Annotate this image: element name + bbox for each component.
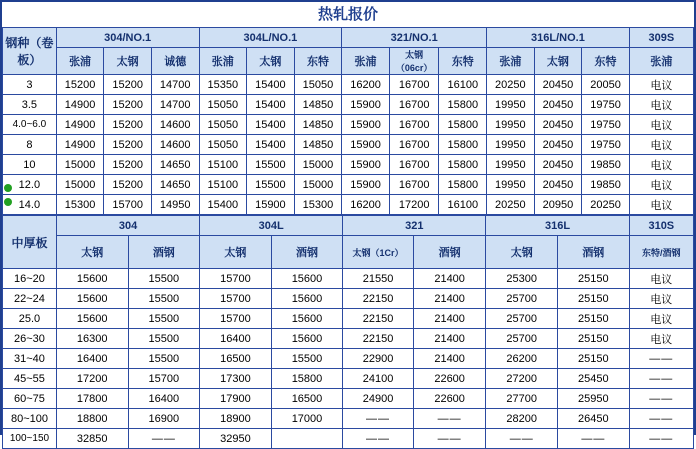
price-cell: —— <box>413 409 486 429</box>
row-spec: 14.0 <box>3 195 57 215</box>
group-header-plate-304l: 304L <box>200 216 343 236</box>
page-title: 热轧报价 <box>2 2 694 27</box>
price-cell: 19950 <box>487 115 535 135</box>
price-cell: 14900 <box>56 135 104 155</box>
price-cell: —— <box>343 429 414 449</box>
price-cell: 15600 <box>271 309 343 329</box>
price-cell: —— <box>629 369 693 389</box>
price-cell: 15500 <box>128 349 200 369</box>
row-spec: 22~24 <box>3 289 57 309</box>
table-group-header-row <box>3 216 694 236</box>
row-spec: 45~55 <box>3 369 57 389</box>
price-cell: 27700 <box>486 389 558 409</box>
price-cell: 电议 <box>629 155 693 175</box>
price-cell: 15600 <box>56 289 128 309</box>
price-cell: 21400 <box>413 309 486 329</box>
price-cell: 16100 <box>439 195 487 215</box>
col-plate-316l-jiugang: 酒钢 <box>558 236 630 269</box>
price-cell: 15200 <box>104 75 152 95</box>
price-cell: 14850 <box>294 135 342 155</box>
price-cell: 16200 <box>342 75 390 95</box>
col-plate-310s-dongte-jiugang: 东特/酒钢 <box>629 236 693 269</box>
row-spec: 12.0 <box>3 175 57 195</box>
price-cell: 14700 <box>151 95 199 115</box>
price-cell: 电议 <box>629 95 693 115</box>
col-plate-304-jiugang: 酒钢 <box>128 236 200 269</box>
price-cell <box>271 429 343 449</box>
price-cell: 15600 <box>271 269 343 289</box>
group-header-316l: 316L/NO.1 <box>487 28 630 48</box>
price-cell: 18800 <box>56 409 128 429</box>
price-cell: —— <box>558 429 630 449</box>
price-cell: 15400 <box>247 135 295 155</box>
price-cell: 15500 <box>128 309 200 329</box>
price-cell: 14600 <box>151 135 199 155</box>
price-cell: 16900 <box>128 409 200 429</box>
table-row <box>3 115 694 135</box>
price-cell: 20050 <box>582 75 630 95</box>
col-plate-304l-taigang: 太钢 <box>200 236 272 269</box>
price-cell: 14700 <box>151 75 199 95</box>
col-304-zhangpu: 张浦 <box>56 48 104 75</box>
col-316l-dongte: 东特 <box>582 48 630 75</box>
price-cell: 15700 <box>200 269 272 289</box>
price-cell: 16700 <box>389 175 439 195</box>
price-cell: 15300 <box>294 195 342 215</box>
price-cell: —— <box>486 429 558 449</box>
group-header-304l: 304L/NO.1 <box>199 28 342 48</box>
price-cell: 19950 <box>487 135 535 155</box>
price-cell: 20450 <box>534 175 582 195</box>
price-cell: —— <box>343 409 414 429</box>
price-cell: 25700 <box>486 329 558 349</box>
price-cell: 15900 <box>342 95 390 115</box>
price-cell: 15400 <box>199 195 247 215</box>
price-cell: 15200 <box>104 155 152 175</box>
price-cell: 27200 <box>486 369 558 389</box>
price-cell: 32950 <box>200 429 272 449</box>
price-cell: 20950 <box>534 195 582 215</box>
price-cell: 22600 <box>413 389 486 409</box>
price-cell: 15900 <box>342 155 390 175</box>
row-spec: 10 <box>3 155 57 175</box>
price-cell: 15800 <box>271 369 343 389</box>
price-cell: 15500 <box>247 175 295 195</box>
table-row <box>3 329 694 349</box>
price-cell: 15300 <box>56 195 104 215</box>
col-304l-taigang: 太钢 <box>247 48 295 75</box>
price-cell: 15800 <box>439 175 487 195</box>
price-cell: 15100 <box>199 155 247 175</box>
row-spec: 3.5 <box>3 95 57 115</box>
price-cell: 15800 <box>439 155 487 175</box>
corner-label-steel-type: 钢种（卷板） <box>3 28 57 75</box>
price-cell: 17200 <box>389 195 439 215</box>
table-row <box>3 175 694 195</box>
table-row <box>3 95 694 115</box>
price-cell: 21400 <box>413 269 486 289</box>
table-column-header-row <box>3 48 694 75</box>
col-321-dongte: 东特 <box>439 48 487 75</box>
price-cell: 16400 <box>128 389 200 409</box>
price-cell: 电议 <box>629 329 693 349</box>
row-spec: 4.0~6.0 <box>3 115 57 135</box>
price-cell: 15900 <box>342 135 390 155</box>
price-cell: 20250 <box>487 195 535 215</box>
price-cell: 电议 <box>629 289 693 309</box>
table-row <box>3 389 694 409</box>
price-cell: 15800 <box>439 115 487 135</box>
table-row <box>3 349 694 369</box>
price-cell: —— <box>629 429 693 449</box>
price-cell: 14850 <box>294 95 342 115</box>
price-cell: 15600 <box>56 269 128 289</box>
price-cell: 25300 <box>486 269 558 289</box>
price-cell: 15800 <box>439 95 487 115</box>
price-cell: 16700 <box>389 75 439 95</box>
price-cell: 20450 <box>534 75 582 95</box>
price-cell: 电议 <box>629 269 693 289</box>
row-spec: 8 <box>3 135 57 155</box>
price-cell: 20450 <box>534 155 582 175</box>
price-cell: 22150 <box>343 289 414 309</box>
group-header-309s: 309S <box>629 28 693 48</box>
row-spec: 16~20 <box>3 269 57 289</box>
group-header-plate-321: 321 <box>343 216 486 236</box>
table-row <box>3 195 694 215</box>
price-cell: 17200 <box>56 369 128 389</box>
price-cell: 16700 <box>389 95 439 115</box>
col-304-taigang: 太钢 <box>104 48 152 75</box>
price-cell: 15400 <box>247 75 295 95</box>
price-cell: 22900 <box>343 349 414 369</box>
price-cell: 15200 <box>56 75 104 95</box>
price-cell: 20450 <box>534 135 582 155</box>
price-cell: 15600 <box>271 329 343 349</box>
table-row <box>3 289 694 309</box>
price-cell: 16100 <box>439 75 487 95</box>
price-cell: —— <box>629 409 693 429</box>
price-cell: —— <box>629 389 693 409</box>
price-cell: 15600 <box>271 289 343 309</box>
price-cell: 16500 <box>271 389 343 409</box>
price-cell: 19750 <box>582 115 630 135</box>
price-cell: 25150 <box>558 269 630 289</box>
price-cell: 15900 <box>342 115 390 135</box>
price-cell: 15000 <box>56 175 104 195</box>
price-cell: 25150 <box>558 289 630 309</box>
price-cell: 14650 <box>151 155 199 175</box>
price-cell: 25700 <box>486 309 558 329</box>
col-plate-321-taigang: 太钢（1Cr） <box>343 236 414 269</box>
price-cell: 20450 <box>534 95 582 115</box>
col-304l-dongte: 东特 <box>294 48 342 75</box>
group-header-plate-310s: 310S <box>629 216 693 236</box>
price-cell: 15500 <box>247 155 295 175</box>
price-cell: 17900 <box>200 389 272 409</box>
price-cell: 15900 <box>342 175 390 195</box>
col-plate-304l-jiugang: 酒钢 <box>271 236 343 269</box>
group-header-plate-304: 304 <box>56 216 199 236</box>
price-cell: 25950 <box>558 389 630 409</box>
table-row <box>3 269 694 289</box>
price-cell: 25150 <box>558 349 630 369</box>
price-cell: 25150 <box>558 329 630 349</box>
col-plate-321-jiugang: 酒钢 <box>413 236 486 269</box>
price-cell: 19850 <box>582 175 630 195</box>
price-cell: 19950 <box>487 175 535 195</box>
price-cell: 16500 <box>200 349 272 369</box>
col-plate-304-taigang: 太钢 <box>56 236 128 269</box>
row-spec: 25.0 <box>3 309 57 329</box>
price-cell: 电议 <box>629 115 693 135</box>
price-cell: 15500 <box>271 349 343 369</box>
price-cell: —— <box>413 429 486 449</box>
price-cell: 19850 <box>582 155 630 175</box>
coil-price-table <box>2 27 694 215</box>
price-cell: 25150 <box>558 309 630 329</box>
price-cell: 16400 <box>200 329 272 349</box>
price-cell: 22150 <box>343 329 414 349</box>
group-header-304: 304/NO.1 <box>56 28 199 48</box>
price-cell: 电议 <box>629 175 693 195</box>
price-cell: 14650 <box>151 175 199 195</box>
price-cell: 15000 <box>56 155 104 175</box>
row-spec: 26~30 <box>3 329 57 349</box>
price-cell: 电议 <box>629 309 693 329</box>
col-316l-zhangpu: 张浦 <box>487 48 535 75</box>
table-group-header-row <box>3 28 694 48</box>
price-cell: 19950 <box>487 95 535 115</box>
price-cell: 24900 <box>343 389 414 409</box>
price-cell: 15050 <box>199 135 247 155</box>
price-cell: 20450 <box>534 115 582 135</box>
table-column-header-row <box>3 236 694 269</box>
price-cell: 电议 <box>629 135 693 155</box>
corner-label-plate: 中厚板 <box>3 216 57 269</box>
price-cell: 24100 <box>343 369 414 389</box>
plate-price-table <box>2 215 694 449</box>
price-cell: 15000 <box>294 175 342 195</box>
price-cell: 17800 <box>56 389 128 409</box>
table-row <box>3 309 694 329</box>
price-cell: 电议 <box>629 75 693 95</box>
price-cell: 19750 <box>582 135 630 155</box>
price-cell: 19950 <box>487 155 535 175</box>
price-cell: 电议 <box>629 195 693 215</box>
price-cell: 15900 <box>247 195 295 215</box>
price-cell: 14900 <box>56 95 104 115</box>
price-cell: 15200 <box>104 115 152 135</box>
price-cell: 15100 <box>199 175 247 195</box>
price-cell: 18900 <box>200 409 272 429</box>
price-cell: 21400 <box>413 289 486 309</box>
price-cell: 15700 <box>200 309 272 329</box>
price-cell: 19750 <box>582 95 630 115</box>
price-cell: —— <box>629 349 693 369</box>
col-321-zhangpu: 张浦 <box>342 48 390 75</box>
price-cell: 15200 <box>104 135 152 155</box>
price-cell: 14600 <box>151 115 199 135</box>
price-cell: 15200 <box>104 175 152 195</box>
row-spec: 100~150 <box>3 429 57 449</box>
price-cell: 25700 <box>486 289 558 309</box>
price-cell: 20250 <box>582 195 630 215</box>
price-cell: 17000 <box>271 409 343 429</box>
col-304l-zhangpu: 张浦 <box>199 48 247 75</box>
table-row <box>3 409 694 429</box>
price-cell: 16300 <box>56 329 128 349</box>
table-row <box>3 75 694 95</box>
price-cell: 15400 <box>247 95 295 115</box>
price-cell: 22600 <box>413 369 486 389</box>
col-321-taigang: 太钢（06cr） <box>389 48 439 75</box>
table-row <box>3 155 694 175</box>
price-cell: 15350 <box>199 75 247 95</box>
price-cell: 21400 <box>413 329 486 349</box>
table-row <box>3 135 694 155</box>
price-cell: 15400 <box>247 115 295 135</box>
price-cell: 16400 <box>56 349 128 369</box>
price-cell: 15500 <box>128 329 200 349</box>
price-cell: 14850 <box>294 115 342 135</box>
group-header-321: 321/NO.1 <box>342 28 487 48</box>
table-row <box>3 429 694 449</box>
group-header-plate-316l: 316L <box>486 216 629 236</box>
price-cell: 14900 <box>56 115 104 135</box>
price-cell: 22150 <box>343 309 414 329</box>
row-spec: 31~40 <box>3 349 57 369</box>
price-cell: 15600 <box>56 309 128 329</box>
col-309s-zhangpu: 张浦 <box>629 48 693 75</box>
price-cell: 32850 <box>56 429 128 449</box>
table-row <box>3 369 694 389</box>
price-cell: 16700 <box>389 135 439 155</box>
price-cell: 14950 <box>151 195 199 215</box>
row-spec: 60~75 <box>3 389 57 409</box>
price-cell: —— <box>128 429 200 449</box>
price-cell: 15500 <box>128 289 200 309</box>
price-cell: 20250 <box>487 75 535 95</box>
price-cell: 15700 <box>128 369 200 389</box>
col-plate-316l-taigang: 太钢 <box>486 236 558 269</box>
price-cell: 16700 <box>389 115 439 135</box>
price-cell: 15800 <box>439 135 487 155</box>
price-cell: 25450 <box>558 369 630 389</box>
row-marker-icon <box>4 198 12 206</box>
price-cell: 15500 <box>128 269 200 289</box>
col-316l-taigang: 太钢 <box>534 48 582 75</box>
row-spec: 80~100 <box>3 409 57 429</box>
price-cell: 16200 <box>342 195 390 215</box>
price-cell: 26450 <box>558 409 630 429</box>
price-cell: 28200 <box>486 409 558 429</box>
price-cell: 26200 <box>486 349 558 369</box>
row-spec: 3 <box>3 75 57 95</box>
price-cell: 17300 <box>200 369 272 389</box>
price-cell: 21550 <box>343 269 414 289</box>
price-cell: 15050 <box>199 95 247 115</box>
price-cell: 15700 <box>104 195 152 215</box>
price-cell: 15050 <box>199 115 247 135</box>
price-cell: 21400 <box>413 349 486 369</box>
price-cell: 15000 <box>294 155 342 175</box>
col-304-chengde: 诚德 <box>151 48 199 75</box>
price-cell: 15050 <box>294 75 342 95</box>
price-cell: 15200 <box>104 95 152 115</box>
price-cell: 15700 <box>200 289 272 309</box>
price-cell: 16700 <box>389 155 439 175</box>
row-marker-icon <box>4 184 12 192</box>
